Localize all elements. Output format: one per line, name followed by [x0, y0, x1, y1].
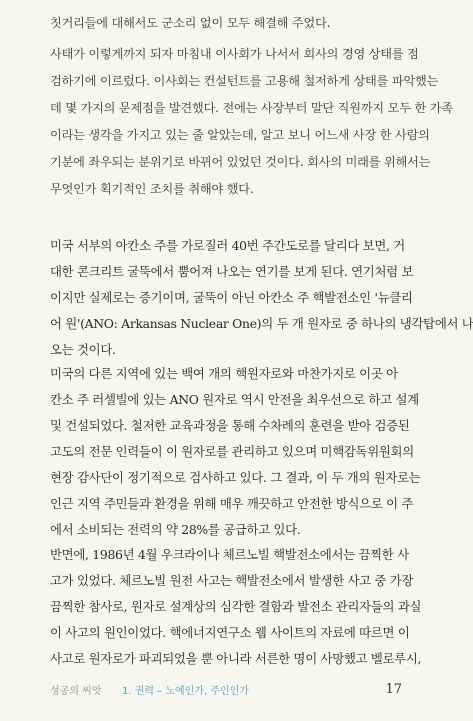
text-line: 이 사고의 원인이었다. 핵에너지연구소 웹 사이트의 자료에 따르면 이: [50, 625, 410, 640]
text-line: 현장 감사단이 정기적으로 검사하고 있다. 그 결과, 이 두 개의 원자로는: [50, 470, 421, 485]
text-line: 인근 지역 주민들과 환경을 위해 매우 깨끗하고 안전한 방식으로 이 주: [50, 496, 414, 511]
text-line: 어 원'(ANO: Arkansas Nuclear One)의 두 개 원자로 중 하나의 냉각탑에서 나: [50, 316, 473, 331]
text-line: 미국의 다른 지역에 있는 백여 개의 핵원자로와 마찬가지로 이곳 아: [50, 366, 398, 381]
text-line: 사고로 원자로가 파괴되었을 뿐 아니라 서른한 명이 사망했고 벨로루시,: [50, 651, 422, 666]
page-number: 17: [385, 682, 402, 697]
paragraph-5: [50, 547, 422, 667]
text-line: 반면에, 1986년 4월 우크라이나 체르노빌 핵발전소에서는 끔찍한 사: [50, 547, 409, 562]
running-book-title: 성공의 씨앗: [50, 686, 102, 697]
running-chapter-title: 1. 권력 – 노예인가, 주인인가: [122, 686, 250, 697]
text-line: 데 몇 가지의 문제점을 발견했다. 전에는 사장부터 말단 직원까지 모두 한 가족: [50, 101, 453, 115]
text-line: 검하기에 이르렀다. 이사회는 컨설턴트를 고용해 철저하게 상태를 파악했는: [50, 74, 439, 88]
text-line: 무엇인가 획기적인 조치를 취해야 했다.: [50, 182, 254, 196]
text-line: 고도의 전문 인력들이 이 원자로를 관리하고 있으며 미핵감독위원회의: [50, 444, 414, 459]
text-line: 끔찍한 참사로, 원자로 설계상의 심각한 결함과 발전소 관리자들의 과실: [50, 599, 422, 614]
paragraph-1: [50, 15, 402, 31]
text-line: 이라는 생각을 가지고 있는 줄 알았는데, 알고 보니 어느새 사장 한 사람의: [50, 128, 430, 142]
page-footer: [50, 683, 402, 699]
text-line: 대한 콘크리트 굴뚝에서 뿜어져 나오는 연기를 보게 된다. 연기처럼 보: [50, 264, 414, 279]
paragraph-3: [50, 238, 473, 358]
text-line: 미국 서부의 아칸소 주를 가로질러 40번 주간도로를 달리다 보면, 거: [50, 238, 405, 253]
text-line: 칸소 주 러셀빌에 있는 ANO 원자로 역시 안전을 최우선으로 하고 설계: [50, 392, 419, 407]
text-line: 이지만 실제로는 증기이며, 굴뚝이 아닌 아칸소 주 핵발전소인 '뉴클리: [50, 290, 413, 305]
text-line: 칫거리들에 대해서도 군소리 없이 모두 해결해 주었다.: [50, 16, 331, 30]
text-line: 사태가 이렇게까지 되자 마침내 이사회가 나서서 회사의 경영 상태를 점: [50, 47, 419, 61]
text-line: 에서 소비되는 전력의 약 28%를 공급하고 있다.: [50, 522, 301, 537]
paragraph-2: [50, 46, 453, 197]
text-line: 고가 있었다. 체르노빌 원전 사고는 핵발전소에서 발생한 사고 중 가장: [50, 573, 414, 588]
paragraph-4: [50, 366, 421, 538]
text-line: 오는 것이다.: [50, 342, 116, 357]
text-line: 및 건설되었다. 철저한 교육과정을 통해 수차례의 훈련을 받아 검증된: [50, 418, 410, 433]
text-line: 기분에 좌우되는 분위기로 바뀌어 있었던 것이다. 회사의 미래를 위해서는: [50, 155, 431, 169]
